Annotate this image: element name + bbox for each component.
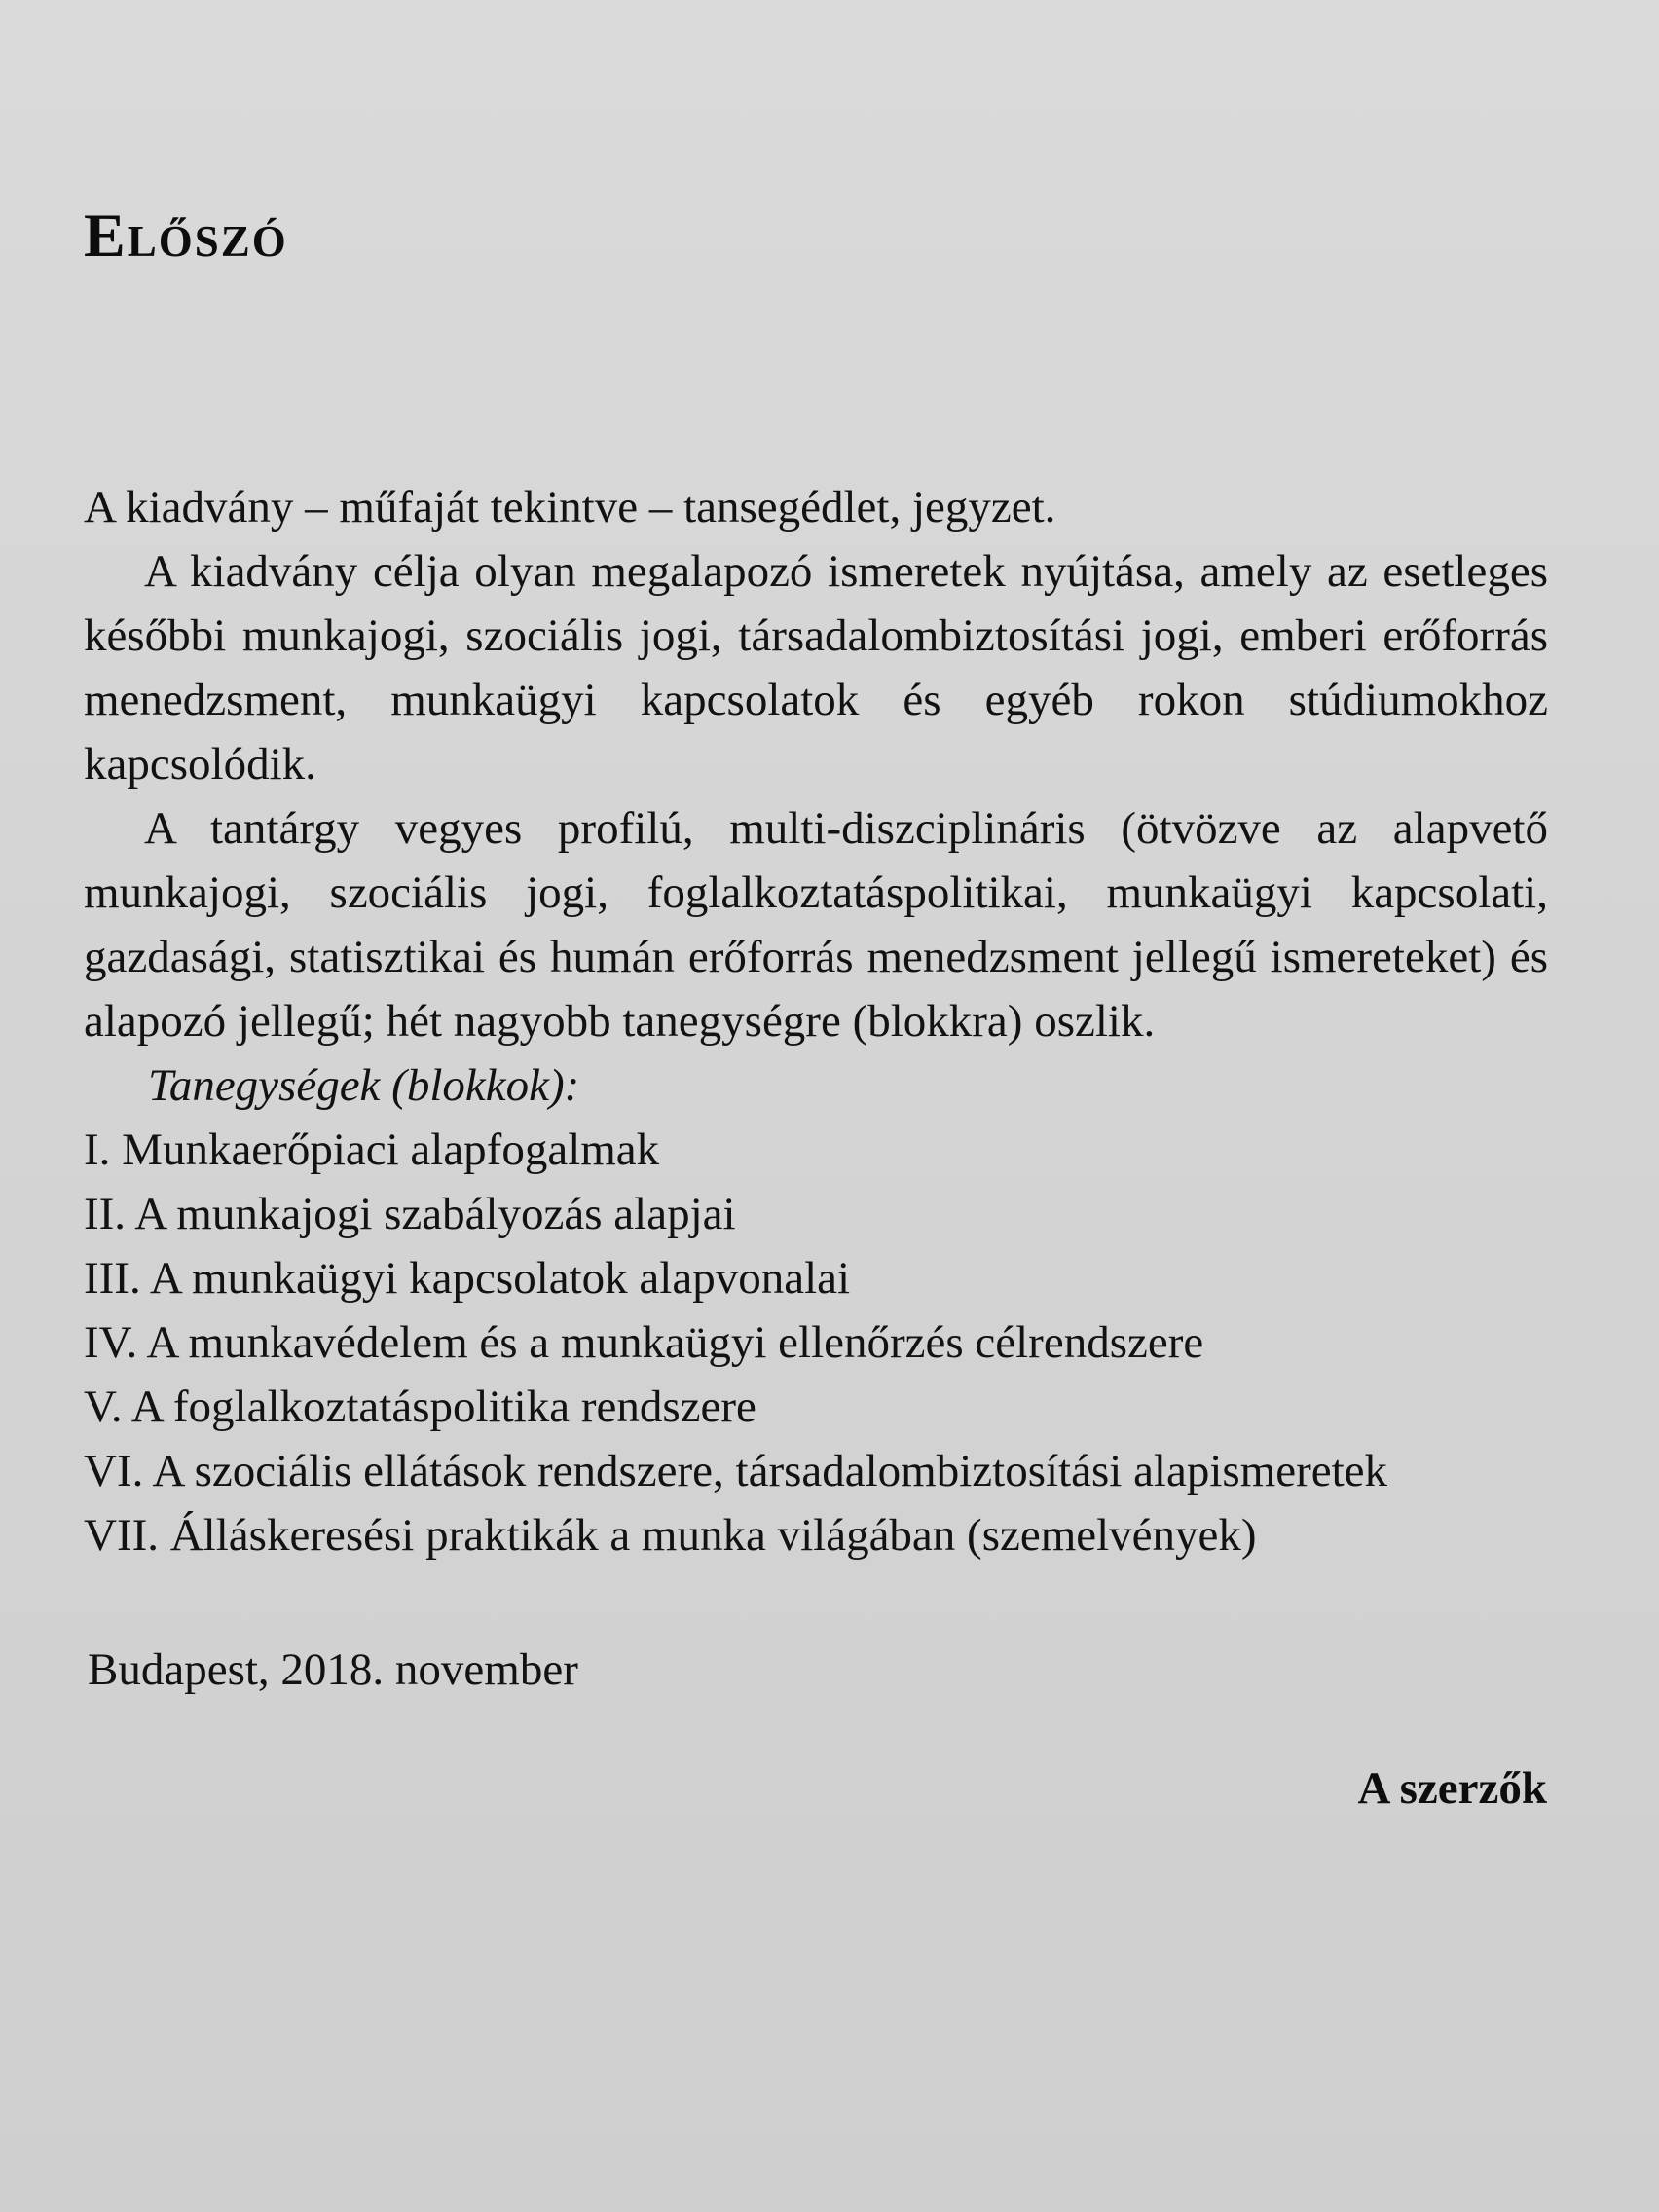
block-item: III. A munkaügyi kapcsolatok alapvonalai	[84, 1253, 851, 1304]
block-item: VI. A szociális ellátások rendszere, társadalombiztosítási alapismeretek	[84, 1446, 1388, 1496]
intro-line: A kiadvány – műfaját tekintve – tansegédlet, jegyzet.	[84, 482, 1056, 533]
blocks-list	[84, 1118, 1548, 1567]
paragraph-subject: A tantárgy vegyes profilú, multi-diszciplináris (ötvözve az alapvető munkajogi, szociális jogi, foglalkoztatáspolitikai, munkaügyi kapcsolati, gazdasági, statisztikai és humán erőforrás menedzsment jellegű ismereteket) és alapozó jellegű; hét nagyobb tanegységre (blokkra) oszlik.	[84, 803, 1548, 1047]
place-date: Budapest, 2018. november	[88, 1644, 578, 1695]
block-item: I. Munkaerőpiaci alapfogalmak	[84, 1124, 660, 1175]
blocks-title: Tanegységek (blokkok):	[148, 1060, 580, 1111]
block-item: IV. A munkavédelem és a munkaügyi ellenőrzés célrendszere	[84, 1317, 1204, 1368]
paragraph-purpose: A kiadvány célja olyan megalapozó ismeretek nyújtása, amely az esetleges későbbi munkajogi, szociális jogi, társadalombiztosítási jogi, emberi erőforrás menedzsment, munkaügyi kapcsolatok és egyéb rokon stúdiumokhoz kapcsolódik.	[84, 546, 1548, 790]
page-heading: Előszó	[84, 201, 288, 270]
block-item: II. A munkajogi szabályozás alapjai	[84, 1189, 736, 1239]
signature-authors: A szerzők	[1357, 1763, 1547, 1814]
preface-body	[84, 475, 1548, 1567]
block-item: VII. Álláskeresési praktikák a munka világában (szemelvények)	[84, 1510, 1257, 1561]
block-item: V. A foglalkoztatáspolitika rendszere	[84, 1382, 756, 1432]
